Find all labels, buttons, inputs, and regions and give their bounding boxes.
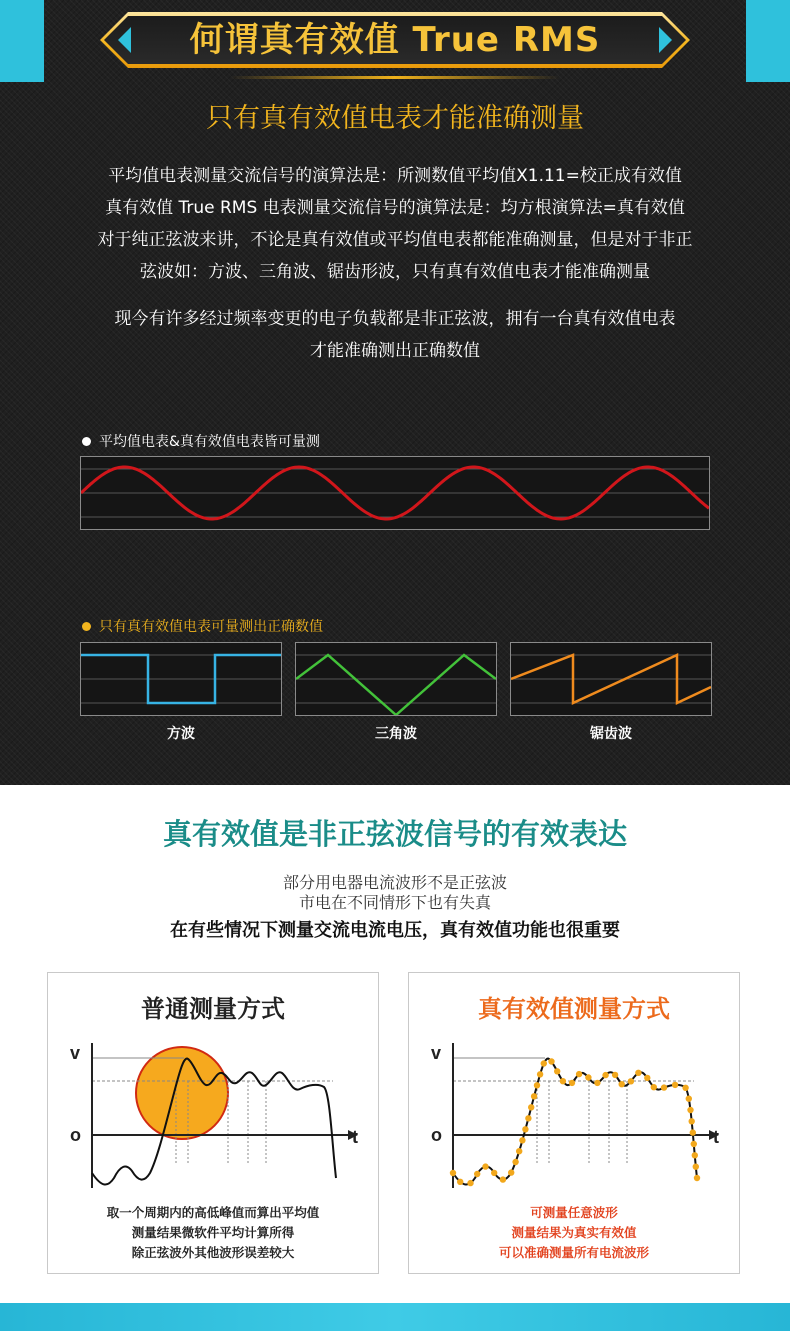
title-underline — [230, 76, 560, 79]
intro-paragraph — [40, 160, 750, 288]
intro-line: 弦波如：方波、三角波、锯齿形波，只有真有效值电表才能准确测量 — [140, 262, 650, 282]
card-note-line: 测量结果为真实有效值 — [511, 1225, 637, 1240]
card-title: 真有效值测量方式 — [478, 995, 670, 1023]
white-bullet-icon — [82, 437, 91, 446]
sample-dot — [531, 1093, 537, 1099]
card-title: 普通测量方式 — [141, 995, 285, 1023]
sample-dot — [548, 1058, 554, 1064]
sample-dot — [635, 1070, 641, 1076]
triangle-wave — [296, 655, 496, 715]
sample-dot — [687, 1107, 693, 1113]
nonsine-caption-row — [82, 616, 323, 636]
sample-dot — [541, 1060, 547, 1066]
card-note-line: 可以准确测量所有电流波形 — [498, 1245, 649, 1260]
sample-dot — [628, 1078, 634, 1084]
axis-o-label: o — [431, 1125, 442, 1145]
card-note-line: 测量结果微软件平均计算所得 — [131, 1225, 295, 1240]
sample-dot — [450, 1170, 456, 1176]
yellow-bullet-icon — [82, 622, 91, 631]
sample-dot — [512, 1159, 518, 1165]
sample-dot — [482, 1163, 488, 1169]
sample-dot — [500, 1176, 506, 1182]
sample-dot — [690, 1129, 696, 1135]
triangle-wave-label: 三角波 — [375, 726, 417, 742]
sample-dot — [467, 1180, 473, 1186]
sample-dot — [508, 1169, 514, 1175]
note-line: 现今有许多经过频率变更的电子负载都是非正弦波，拥有一台真有效值电表 — [114, 309, 676, 329]
sample-dot — [522, 1126, 528, 1132]
sample-dot — [537, 1071, 543, 1077]
page-title: 何谓真有效值 True RMS — [189, 20, 601, 60]
square-wave-label: 方波 — [167, 726, 195, 742]
sine-caption-row — [82, 431, 320, 451]
sample-dot — [585, 1074, 591, 1080]
sample-dot — [693, 1164, 699, 1170]
intro-line: 平均值电表测量交流信号的演算法是：所测数值平均值X1.11=校正成有效值 — [108, 166, 682, 186]
peak-highlight-circle — [136, 1047, 228, 1139]
sample-dot — [474, 1171, 480, 1177]
note-paragraph — [40, 303, 750, 367]
section-emphasis: 在有些情况下测量交流电流电压，真有效值功能也很重要 — [170, 920, 620, 941]
sample-dot — [491, 1170, 497, 1176]
sample-dot — [651, 1084, 657, 1090]
sample-dot — [672, 1082, 678, 1088]
sample-dot — [457, 1179, 463, 1185]
sample-dot — [519, 1137, 525, 1143]
axis-t-label: t — [713, 1127, 719, 1147]
true-rms-card — [408, 972, 740, 1274]
sample-dot — [569, 1080, 575, 1086]
triangle-wave-panel — [295, 642, 497, 716]
sample-dot — [661, 1084, 667, 1090]
nonsine-caption: 只有真有效值电表可量测出正确数值 — [99, 619, 323, 635]
cyan-corner-left — [0, 0, 44, 82]
bottom-cyan-bar — [0, 1303, 790, 1331]
section-subline: 部分用电器电流波形不是正弦波 — [282, 873, 507, 892]
subtitle: 只有真有效值电表才能准确测量 — [206, 103, 584, 134]
sample-dot — [534, 1082, 540, 1088]
sawtooth-wave-label: 锯齿波 — [590, 726, 632, 742]
sample-dot — [525, 1115, 531, 1121]
note-line: 才能准确测出正确数值 — [310, 341, 480, 361]
normal-measure-card — [47, 972, 379, 1274]
axis-v-label: v — [70, 1043, 81, 1063]
card-notes — [409, 1203, 739, 1263]
distorted-wave — [453, 1059, 697, 1185]
sample-dot — [612, 1072, 618, 1078]
cyan-corner-right — [746, 0, 790, 82]
sample-dot — [682, 1085, 688, 1091]
sample-dot — [560, 1078, 566, 1084]
sample-dot — [692, 1152, 698, 1158]
axis-o-label: o — [70, 1125, 81, 1145]
sample-dot — [689, 1118, 695, 1124]
card-note-line: 可测量任意波形 — [530, 1205, 618, 1220]
square-wave-panel — [80, 642, 282, 716]
section-subline: 市电在不同情形下也有失真 — [298, 893, 491, 912]
sample-dot — [594, 1080, 600, 1086]
sample-dot — [644, 1075, 650, 1081]
sample-dot — [528, 1104, 534, 1110]
sample-dot — [619, 1081, 625, 1087]
sample-dot — [576, 1071, 582, 1077]
sample-dot — [686, 1096, 692, 1102]
sample-dot — [516, 1148, 522, 1154]
sine-wave-panel — [80, 456, 710, 530]
sample-dot — [602, 1072, 608, 1078]
card-notes — [48, 1203, 378, 1263]
card-note-line: 除正弦波外其他波形误差较大 — [131, 1245, 295, 1260]
section-heading: 真有效值是非正弦波信号的有效表达 — [162, 817, 627, 851]
intro-line: 真有效值 True RMS 电表测量交流信号的演算法是：均方根演算法=真有效值 — [105, 198, 685, 218]
sample-dot — [691, 1141, 697, 1147]
sine-caption: 平均值电表&真有效值电表皆可量测 — [99, 434, 320, 450]
sample-dot — [694, 1175, 700, 1181]
sawtooth-wave-panel — [510, 642, 712, 716]
intro-line: 对于纯正弦波来讲，不论是真有效值或平均值电表都能准确测量，但是对于非正 — [97, 230, 693, 250]
axis-t-label: t — [352, 1127, 358, 1147]
axis-v-label: v — [431, 1043, 442, 1063]
card-note-line: 取一个周期内的高低峰值而算出平均值 — [106, 1205, 320, 1220]
sample-dot — [554, 1068, 560, 1074]
